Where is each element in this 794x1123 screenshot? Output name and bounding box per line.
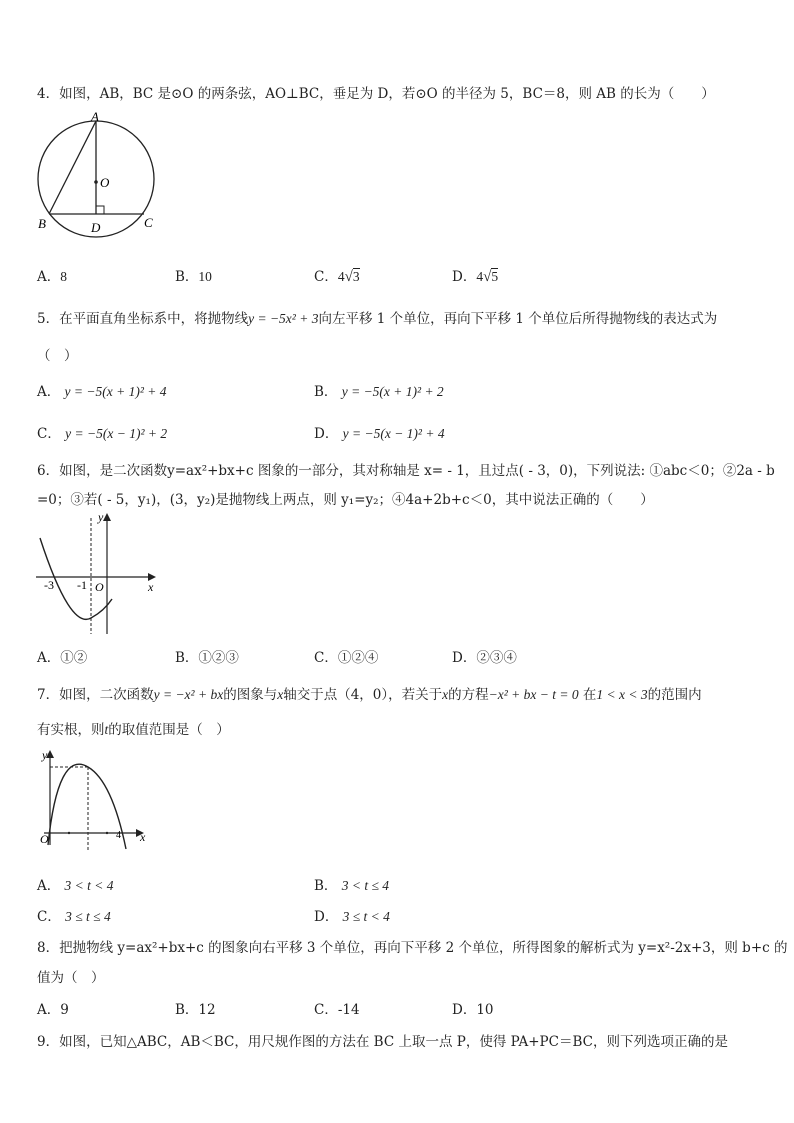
label-y: y xyxy=(98,510,104,524)
q7-stem-line2 xyxy=(37,718,230,738)
option-label: A． xyxy=(37,269,61,285)
option-label: D． xyxy=(452,1002,477,1018)
q7-equation: −x² + bx − t = 0 xyxy=(488,687,579,702)
q5-option-a[interactable] xyxy=(37,380,167,400)
option-label: D． xyxy=(452,269,477,285)
option-label: C． xyxy=(314,650,338,666)
q6-option-b[interactable] xyxy=(175,646,239,666)
label-b: B xyxy=(38,216,46,231)
q7-text: 轴交于点（4，0），若关于 xyxy=(283,687,443,703)
q8-option-d[interactable] xyxy=(452,998,494,1018)
q5-paren: （ ） xyxy=(37,348,78,364)
q7-option-a[interactable] xyxy=(37,874,114,894)
q7-var-t: t xyxy=(104,722,109,737)
q7-parabola-figure xyxy=(38,745,153,855)
q8-option-c[interactable] xyxy=(314,998,360,1018)
label-a: A xyxy=(91,109,99,124)
q8-stem-line2: 值为（ ） xyxy=(37,970,105,986)
label-o: O xyxy=(100,175,110,190)
label-x: x xyxy=(148,580,154,594)
option-value: ①② xyxy=(60,650,88,666)
q4-circle-figure xyxy=(30,110,165,240)
q6-option-c[interactable] xyxy=(314,646,378,666)
q7-text: 的范围内 xyxy=(647,687,702,703)
option-value: ①②③ xyxy=(198,650,239,666)
label-d: D xyxy=(91,220,101,235)
option-value: y = −5(x − 1)² + 4 xyxy=(342,426,445,441)
q8-stem-line1: 8．把抛物线 y=ax²+bx+c 的图象向右平移 3 个单位，再向下平移 2 个单位，所得图象的解析式为 y=x²-2x+3，则 b+c 的 xyxy=(37,940,788,956)
option-label: C． xyxy=(37,909,61,925)
label-c: C xyxy=(144,215,153,230)
q7-var-x: x xyxy=(442,687,449,702)
option-value: 3 < t ≤ 4 xyxy=(341,878,389,893)
center-point xyxy=(94,180,98,184)
option-radicand: 3 xyxy=(352,269,360,284)
q4-option-c[interactable] xyxy=(314,265,360,286)
option-value: ②③④ xyxy=(476,650,517,666)
label-origin: O xyxy=(40,832,49,846)
parabola-curve xyxy=(48,764,126,849)
q8-option-a[interactable] xyxy=(37,998,69,1018)
option-coef: 4 xyxy=(476,269,484,284)
tick-dot xyxy=(106,832,108,834)
option-label: A． xyxy=(37,1002,61,1018)
option-label: C． xyxy=(314,269,338,285)
option-value: 3 ≤ t ≤ 4 xyxy=(65,909,111,924)
q6-option-a[interactable] xyxy=(37,646,87,666)
tick-dot xyxy=(68,832,70,834)
option-value: 3 ≤ t < 4 xyxy=(342,909,390,924)
q7-text: 有实根，则 xyxy=(37,722,105,738)
chord-ab xyxy=(49,121,96,214)
sqrt-sign: √ xyxy=(483,269,492,285)
option-label: B． xyxy=(314,878,338,894)
q6-stem-line2: =0；③若( - 5，y₁)，(3，y₂)是抛物线上两点，则 y₁=y₂；④4a+2b+c＜0，其中说法正确的（ ） xyxy=(37,492,654,508)
q4-option-b[interactable] xyxy=(175,265,212,285)
q5-stem-post: 向左平移 1 个单位，再向下平移 1 个单位后所得抛物线的表达式为 xyxy=(318,311,718,327)
q4-stem: 4．如图，AB，BC 是⊙O 的两条弦，AO⊥BC，垂足为 D，若⊙O 的半径为 5，BC＝8，则 AB 的长为（ ） xyxy=(37,86,715,102)
option-label: B． xyxy=(175,650,199,666)
q7-option-c[interactable] xyxy=(37,905,111,925)
q7-function: y = −x² + bx xyxy=(153,687,224,702)
q8-option-b[interactable] xyxy=(175,998,216,1018)
option-label: A． xyxy=(37,650,61,666)
label-y: y xyxy=(42,748,48,762)
option-value: 3 < t < 4 xyxy=(64,878,114,893)
q6-option-d[interactable] xyxy=(452,646,517,666)
q5-option-b[interactable] xyxy=(314,380,444,400)
label-origin: O xyxy=(95,580,104,594)
option-label: B． xyxy=(175,269,199,285)
q7-text: 7．如图，二次函数 xyxy=(37,687,154,703)
option-value: 8 xyxy=(60,269,67,284)
q7-range: 1 < x < 3 xyxy=(596,687,648,702)
label-x: x xyxy=(140,830,146,844)
q4-option-d[interactable] xyxy=(452,265,498,286)
q7-text: 的图象与 xyxy=(223,687,278,703)
label-neg3: -3 xyxy=(44,578,54,592)
q7-option-b[interactable] xyxy=(314,874,389,894)
y-axis-arrow xyxy=(103,513,111,521)
option-value: 10 xyxy=(476,1002,494,1018)
option-label: D． xyxy=(314,426,339,442)
option-value: ①②④ xyxy=(337,650,379,666)
q7-var-x: x xyxy=(277,687,284,702)
option-label: A． xyxy=(37,878,61,894)
q7-text: 的方程 xyxy=(448,687,489,703)
label-neg1: -1 xyxy=(77,578,87,592)
option-label: B． xyxy=(175,1002,199,1018)
q7-stem-line1 xyxy=(37,683,702,703)
option-label: D． xyxy=(452,650,477,666)
option-value: 9 xyxy=(60,1002,69,1018)
option-coef: 4 xyxy=(337,269,345,284)
option-label: D． xyxy=(314,909,339,925)
q7-option-d[interactable] xyxy=(314,905,390,925)
option-value: 12 xyxy=(198,1002,216,1018)
q5-stem-pre: 5．在平面直角坐标系中，将抛物线 xyxy=(37,311,249,327)
option-value: -14 xyxy=(337,1002,360,1018)
option-label: B． xyxy=(314,384,338,400)
q5-option-c[interactable] xyxy=(37,422,167,442)
q9-stem: 9．如图，已知△ABC，AB＜BC，用尺规作图的方法在 BC 上取一点 P，使得 PA+PC＝BC，则下列选项正确的是 xyxy=(37,1034,728,1050)
q6-stem-line1: 6．如图，是二次函数y=ax²+bx+c 图象的一部分，其对称轴是 x= - 1，且过点( - 3，0)，下列说法: ①abc＜0；②2a - b xyxy=(37,463,775,479)
option-value: y = −5(x − 1)² + 2 xyxy=(65,426,168,441)
q5-option-d[interactable] xyxy=(314,422,445,442)
option-label: C． xyxy=(314,1002,338,1018)
q7-text: 的取值范围是（ ） xyxy=(108,722,230,738)
option-value: 10 xyxy=(198,269,212,284)
option-value: y = −5(x + 1)² + 2 xyxy=(341,384,444,399)
option-radicand: 5 xyxy=(491,269,499,284)
q7-text: 在 xyxy=(582,687,597,703)
right-angle-mark xyxy=(96,206,104,214)
option-label: C． xyxy=(37,426,61,442)
q6-parabola-figure xyxy=(32,510,162,636)
label-four: 4 xyxy=(116,830,121,841)
q5-expression: y = −5x² + 3 xyxy=(248,311,319,326)
q5-stem xyxy=(37,307,717,327)
sqrt-sign: √ xyxy=(344,269,353,285)
q4-option-a[interactable] xyxy=(37,265,67,285)
option-label: A． xyxy=(37,384,61,400)
option-value: y = −5(x + 1)² + 4 xyxy=(64,384,167,399)
